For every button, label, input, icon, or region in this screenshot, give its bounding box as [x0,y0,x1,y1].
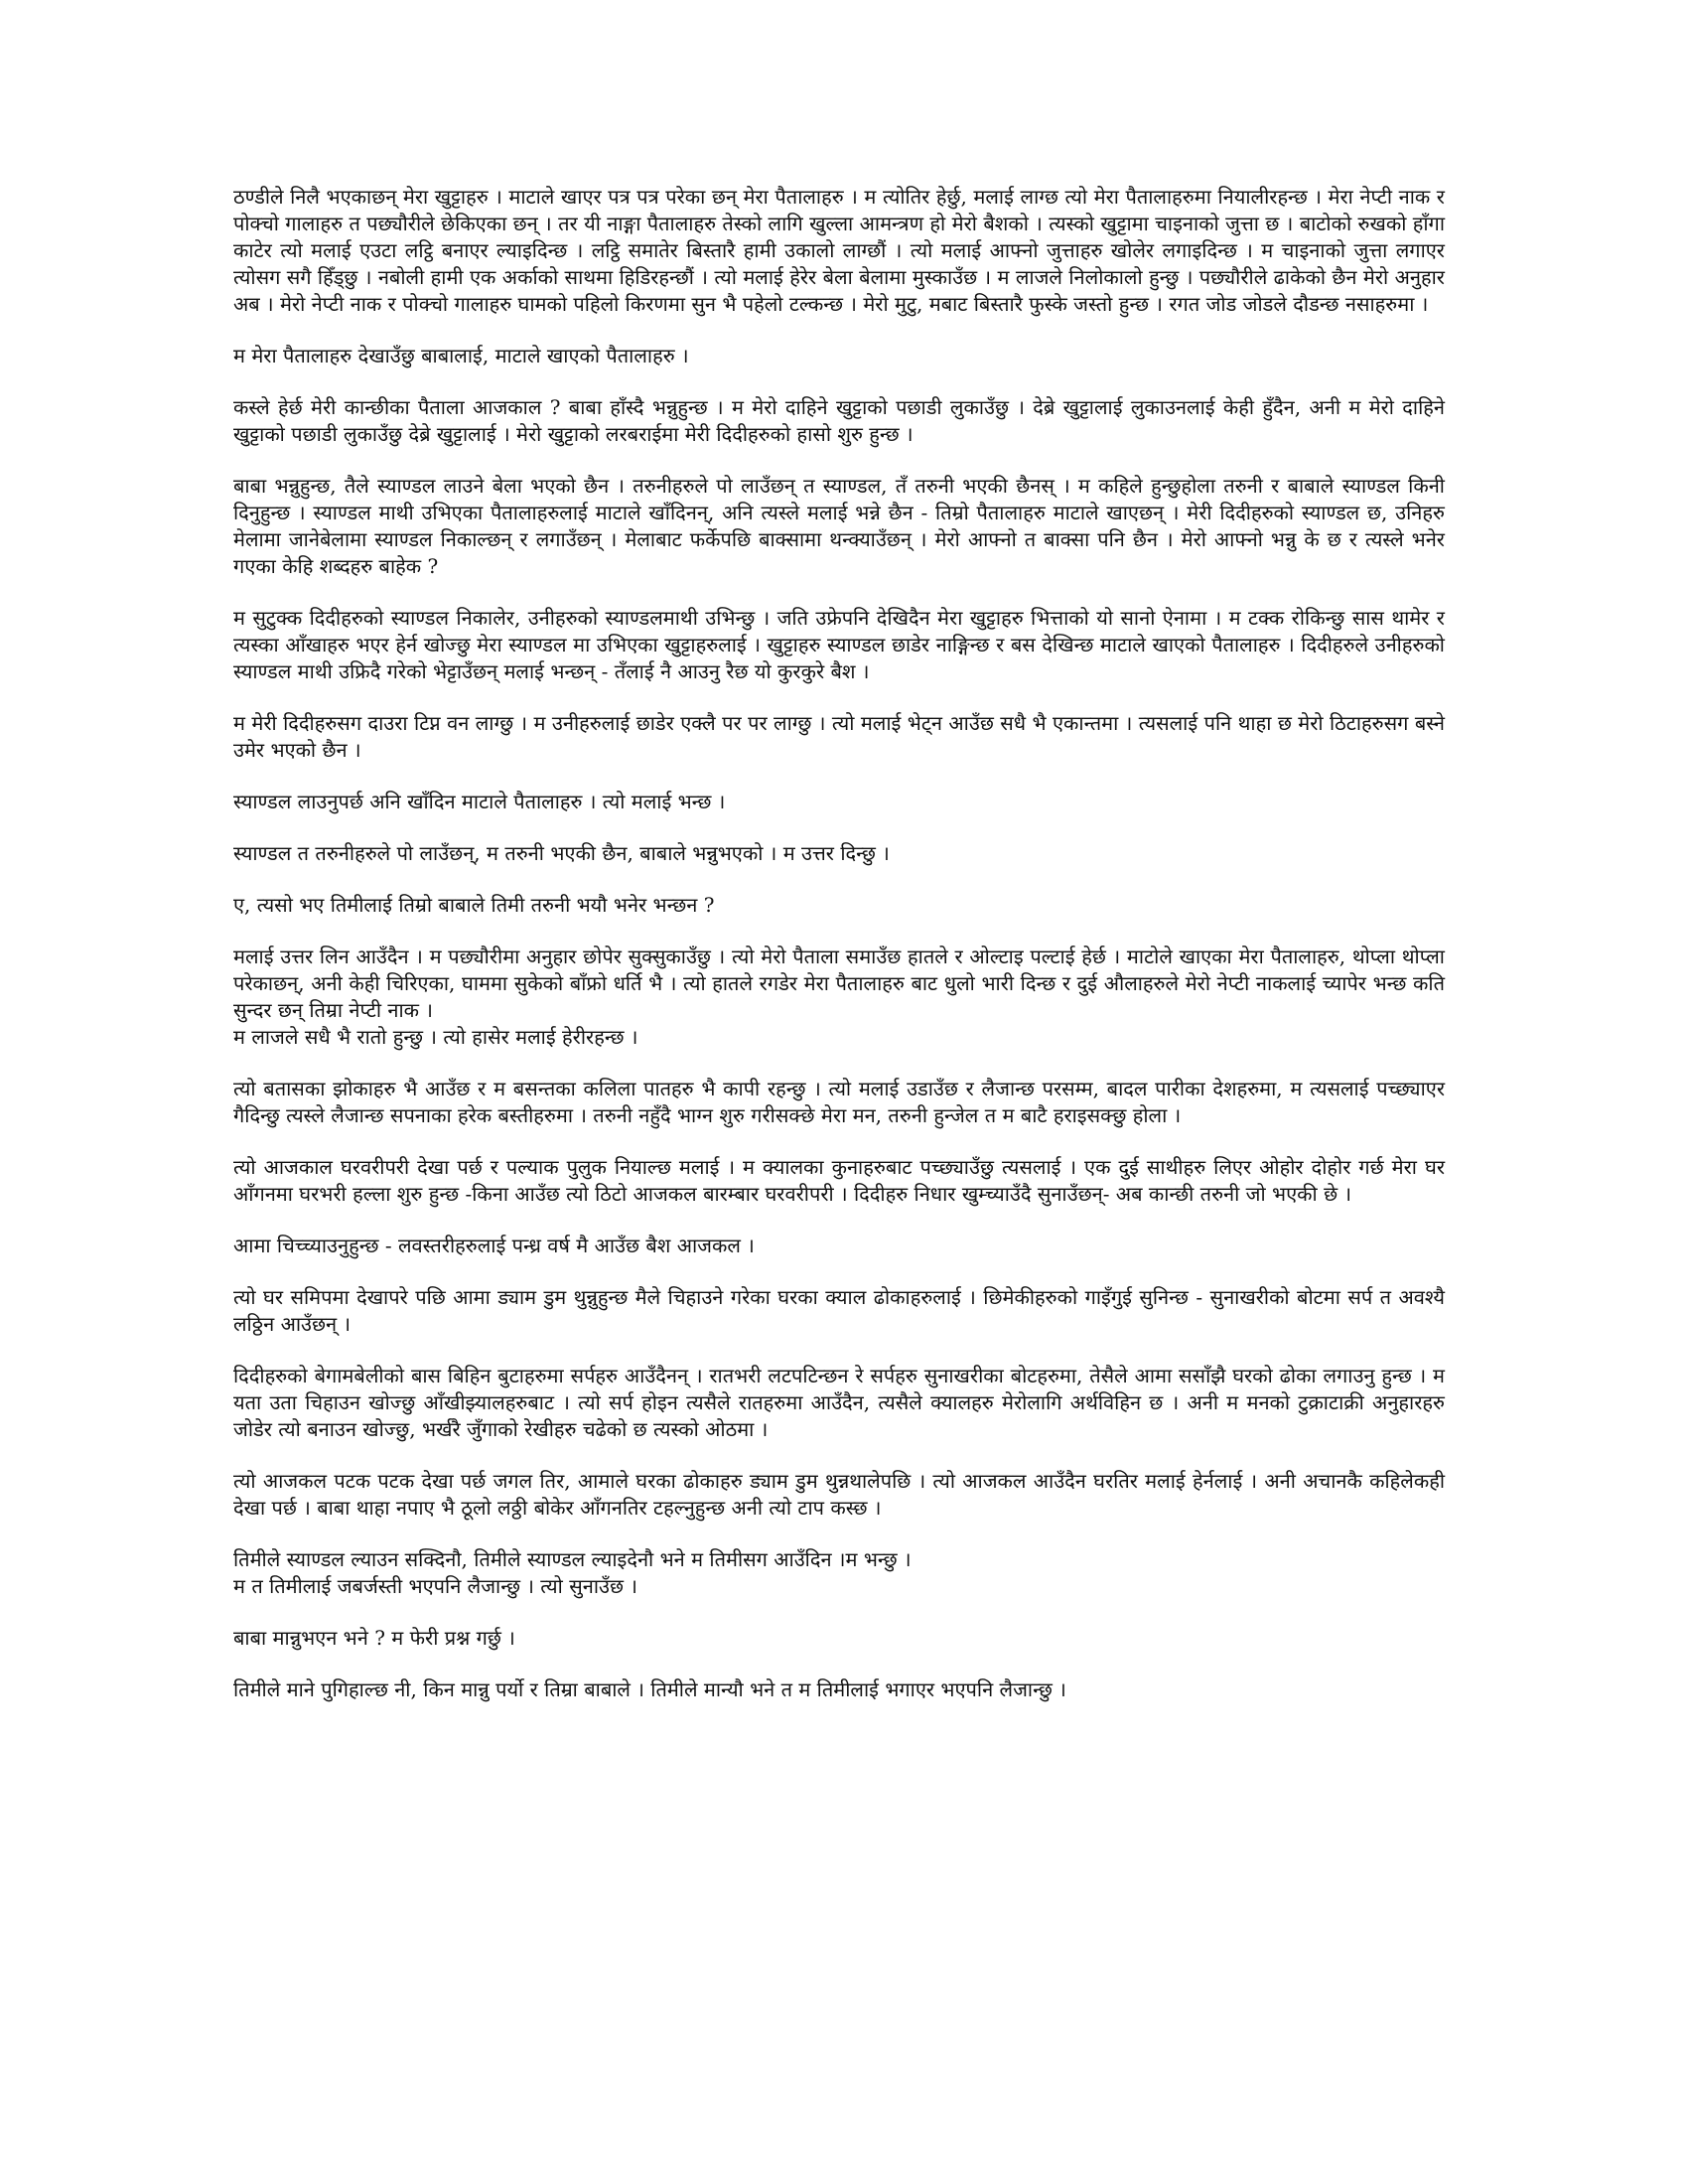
paragraph-16: त्यो आजकल पटक पटक देखा पर्छ जगल तिर, आमाले घरका ढोकाहरु ड्याम डुम थुन्नथालेपछि । त्यो आजकल आउँदैन घरतिर मलाई हेर्नलाई । अनी अचानकै कहिलेकही देखा पर्छ । बाबा थाहा नपाए भै ठूलो लठ्ठी बोकेर आँगनतिर टहल्नुहुन्छ अनी त्यो टाप कस्छ । [233,1469,1445,1520]
paragraph-15: दिदीहरुको बेगामबेलीको बास बिहिन बुटाहरुमा सर्पहरु आउँदैनन् । रातभरी लटपटिन्छन रे सर्पहरु सुनाखरीका बोटहरुमा, तेसैले आमा ससाँझै घरको ढोका लगाउनु हुन्छ । म यता उता चिहाउन खोज्छु आँखीझ्यालहरुबाट । त्यो सर्प होइन त्यसैले रातहरुमा आउँदैन, त्यसैले क्यालहरु मेरोलागि अर्थविहिन छ । अनी म मनको टुक्राटाक्री अनुहारहरु जोडेर त्यो बनाउन खोज्छु, भर्खरै जुँगाको रेखीहरु चढेको छ त्यस्को ओठमा । [233,1364,1445,1441]
paragraph-4: बाबा भन्नुहुन्छ, तैले स्याण्डल लाउने बेला भएको छैन । तरुनीहरुले पो लाउँछन् त स्याण्डल, तँ तरुनी भएकी छैनस् । म कहिले हुन्छुहोला तरुनी र बाबाले स्याण्डल किनी दिनुहुन्छ । स्याण्डल माथी उभिएका पैतालाहरुलाई माटाले खाँदिनन्, अनि त्यस्ले मलाई भन्ने छैन - तिम्रो पैतालाहरु माटाले खाएछन् । मेरी दिदीहरुको स्याण्डल छ, उनिहरु मेलामा जानेबेलामा स्याण्डल निकाल्छन् र लगाउँछन् । मेलाबाट फर्केपछि बाक्सामा थन्क्याउँछन् । मेरो आफ्नो त बाक्सा पनि छैन । मेरो आफ्नो भन्नु के छ र त्यस्ले भनेर गएका केहि शब्दहरु बाहेक ? [233,474,1445,578]
paragraph-7: स्याण्डल लाउनुपर्छ अनि खाँदिन माटाले पैतालाहरु । त्यो मलाई भन्छ । [233,790,726,813]
paragraph-8: स्याण्डल त तरुनीहरुले पो लाउँछन्, म तरुनी भएकी छैन, बाबाले भन्नुभएको । म उत्तर दिन्छु । [233,841,890,865]
paragraph-12: त्यो आजकाल घरवरीपरी देखा पर्छ र पल्याक पुलुक नियाल्छ मलाई । म क्यालका कुनाहरुबाट पच्छ्याउँछु त्यसलाई । एक दुई साथीहरु लिएर ओहोर दोहोर गर्छ मेरा घर आँगनमा घरभरी हल्ला शुरु हुन्छ -किना आउँछ त्यो ठिटो आजकल बारम्बार घरवरीपरी । दिदीहरु निधार खुम्च्याउँदै सुनाउँछन्- अब कान्छी तरुनी जो भएकी छे । [233,1155,1445,1206]
paragraph-10: मलाई उत्तर लिन आउँदैन । म पछ्यौरीमा अनुहार छोपेर सुक्सुकाउँछु । त्यो मेरो पैताला समाउँछ हातले र ओल्टाइ पल्टाई हेर्छ । माटोले खाएका मेरा पैतालाहरु, थोप्ला थोप्ला परेकाछन्, अनी केही चिरिएका, घाममा सुकेको बाँफ्रो धर्ति भै । त्यो हातले रगडेर मेरा पैतालाहरु बाट धुलो भारी दिन्छ र दुई औलाहरुले मेरो नेप्टी नाकलाई च्यापेर भन्छ कति सुन्दर छन् तिम्रा नेप्टी नाक । म लाजले सधै भै रातो हुन्छु । त्यो हासेर मलाई हेरीरहन्छ । [233,945,1445,1049]
paragraph-19: तिमीले माने पुगिहाल्छ नी, किन मान्नु पर्यो र तिम्रा बाबाले । तिमीले मान्यौ भने त म तिमीलाई भगाएर भएपनि लैजान्छु । [233,1677,1066,1701]
paragraph-9: ए, त्यसो भए तिमीलाई तिम्रो बाबाले तिमी तरुनी भयौ भनेर भन्छन ? [233,893,715,917]
paragraph-14: त्यो घर समिपमा देखापरे पछि आमा ड्याम डुम थुन्नुहुन्छ मैले चिहाउने गरेका घरका क्याल ढोकाहरुलाई । छिमेकीहरुको गाइँगुई सुनिन्छ - सुनाखरीको बोटमा सर्प त अवश्यै लठ्ठिन आउँछन् । [233,1285,1445,1336]
paragraph-6: म मेरी दिदीहरुसग दाउरा टिप्न वन लाग्छु । म उनीहरुलाई छाडेर एक्लै पर पर लाग्छु । त्यो मलाई भेट्न आउँछ सधै भै एकान्तमा । त्यसलाई पनि थाहा छ मेरो ठिटाहरुसग बस्ने उमेर भएको छैन । [233,711,1445,762]
paragraph-11: त्यो बतासका झोकाहरु भै आउँछ र म बसन्तका कलिला पातहरु भै कापी रहन्छु । त्यो मलाई उडाउँछ र लैजान्छ परसम्म, बादल पारीका देशहरुमा, म त्यसलाई पच्छ्याएर गैदिन्छु त्यस्ले लैजान्छ सपनाका हरेक बस्तीहरुमा । तरुनी नहुँदै भाग्न शुरु गरीसक्छे मेरा मन, तरुनी हुन्जेल त म बाटै हराइसक्छु होला । [233,1077,1445,1127]
paragraph-3: कस्ले हेर्छ मेरी कान्छीका पैताला आजकाल ? बाबा हाँस्दै भन्नुहुन्छ । म मेरो दाहिने खुट्टाको पछाडी लुकाउँछु । देब्रे खुट्टालाई लुकाउनलाई केही हुँदैन, अनी म मेरो दाहिने खुट्टाको पछाडी लुकाउँछु देब्रे खुट्टालाई । मेरो खुट्टाको लरबराईमा मेरी दिदीहरुको हासो शुरु हुन्छ । [233,395,1445,446]
paragraph-17: तिमीले स्याण्डल ल्याउन सक्दिनौ, तिमीले स्याण्डल ल्याइदेनौ भने म तिमीसग आउँदिन ।म भन्छु । म त तिमीलाई जबर्जस्ती भएपनि लैजान्छु । त्यो सुनाउँछ । [233,1547,912,1598]
paragraph-13: आमा चिच्च्याउनुहुन्छ - लवस्तरीहरुलाई पन्ध्र वर्ष मै आउँछ बैश आजकल । [233,1234,755,1257]
story-text [233,184,1445,1728]
paragraph-2: म मेरा पैतालाहरु देखाउँछु बाबालाई, माटाले खाएको पैतालाहरु । [233,344,689,367]
paragraph-5: म सुटुक्क दिदीहरुको स्याण्डल निकालेर, उनीहरुको स्याण्डलमाथी उभिन्छु । जति उफ्रेपनि देखिदैन मेरा खुट्टाहरु भित्ताको यो सानो ऐनामा । म टक्क रोकिन्छु सास थामेर र त्यस्का आँखाहरु भएर हेर्न खोज्छु मेरा स्याण्डल मा उभिएका खुट्टाहरुलाई । खुट्टाहरु स्याण्डल छाडेर नाङ्गिन्छ र बस देखिन्छ माटाले खाएको पैतालाहरु । दिदीहरुले उनीहरुको स्याण्डल माथी उफ्रिदै गरेको भेट्टाउँछन् मलाई भन्छन् - तँलाई नै आउनु रैछ यो कुरकुरे बैश । [233,606,1445,683]
paragraph-18: बाबा मान्नुभएन भने ? म फेरी प्रश्न गर्छु । [233,1626,515,1650]
paragraph-1: ठण्डीले निलै भएकाछन् मेरा खुट्टाहरु । माटाले खाएर पत्र पत्र परेका छन् मेरा पैतालाहरु । म त्योतिर हेर्छु, मलाई लाग्छ त्यो मेरा पैतालाहरुमा नियालीरहन्छ । मेरा नेप्टी नाक र पोक्चो गालाहरु त पछ्यौरीले छेकिएका छन् । तर यी नाङ्गा पैतालाहरु तेस्को लागि खुल्ला आमन्त्रण हो मेरो बैशको । त्यस्को खुट्टामा चाइनाको जुत्ता छ । बाटोको रुखको हाँगा काटेर त्यो मलाई एउटा लट्ठि बनाएर ल्याइदिन्छ । लट्ठि समातेर बिस्तारै हामी उकालो लाग्छौं । त्यो मलाई आफ्नो जुत्ताहरु खोलेर लगाइदिन्छ । म चाइनाको जुत्ता लगाएर त्योसग सगै हिँड्छु । नबोली हामी एक अर्काको साथमा हिडिरहन्छौं । त्यो मलाई हेरेर बेला बेलामा मुस्काउँछ । म लाजले निलोकालो हुन्छु । पछ्यौरीले ढाकेको छैन मेरो अनुहार अब । मेरो नेप्टी नाक र पोक्चो गालाहरु घामको पहिलो किरणमा सुन भै पहेलो टल्कन्छ । मेरो मुटु, मबाट बिस्तारै फुस्के जस्तो हुन्छ । रगत जोड जोडले दौडन्छ नसाहरुमा । [233,185,1445,316]
